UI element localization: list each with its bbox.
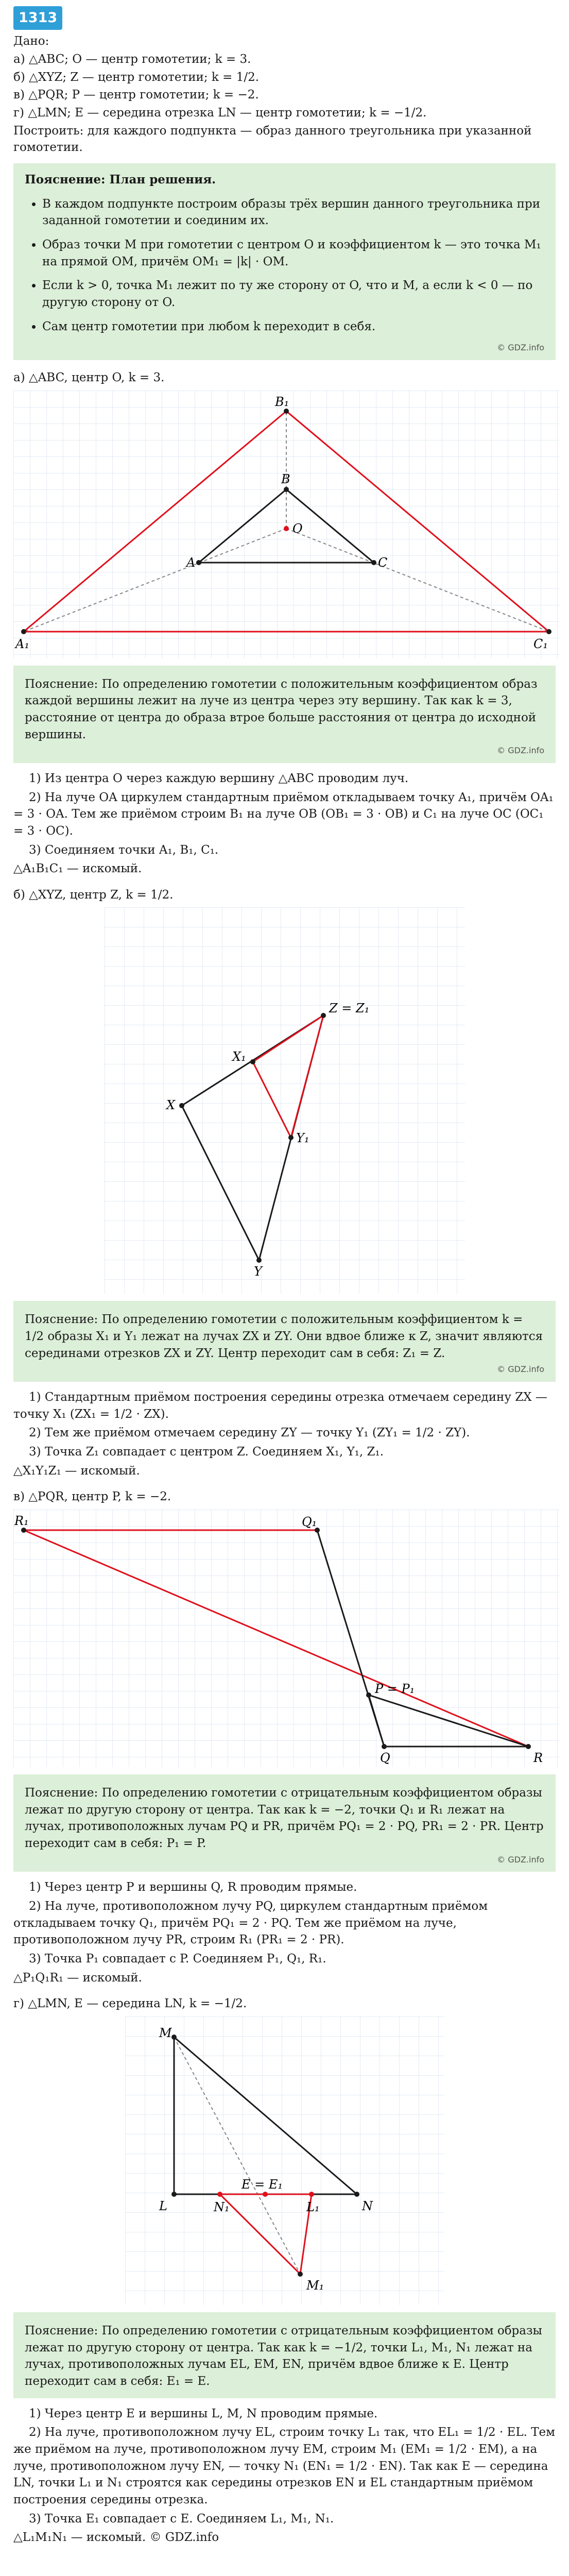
point-m <box>171 2035 177 2040</box>
plan-note <box>13 163 556 360</box>
gdz-watermark: © GDZ.info <box>497 1854 544 1865</box>
point-r1 <box>21 1528 26 1533</box>
point-b1 <box>284 409 289 414</box>
plan-bullet: • Образ точки M при гомотетии с центром O и коэффициентом k — это точка M₁ на прямой OM, причём OM₁ = |k| · OM. <box>42 236 544 270</box>
point-a <box>196 560 201 565</box>
problem-number-badge: 1313 <box>13 6 62 30</box>
part-b-step: 1) Стандартным приёмом построения середины отрезка отмечаем середину ZX — точку X₁ (ZX₁ = 1/2 · ZX). <box>13 1391 547 1421</box>
given-block <box>13 33 556 156</box>
plan-title: Пояснение: План решения. <box>25 172 216 187</box>
point-m1 <box>298 2272 303 2277</box>
part-a-note-text: Пояснение: По определению гомотетии с положительным коэффициентом образ каждой вершины лежит на луче из центра через эту вершину. Так как k = 3, расстояние от центра до образа втрое больше расстояния от центра до исходной вершины. <box>25 677 538 741</box>
label-b: B <box>281 471 290 486</box>
given-item-d: г) △LMN; E — середина отрезка LN — центр гомотетии; k = −1/2. <box>13 106 427 120</box>
point-y <box>256 1258 262 1263</box>
label-q: Q <box>380 1751 390 1766</box>
label-l1: L₁ <box>306 2200 320 2215</box>
part-b-heading: б) △XYZ, центр Z, k = 1/2. <box>13 888 174 902</box>
label-q1: Q₁ <box>302 1515 317 1530</box>
point-q <box>382 1744 387 1749</box>
part-a-step: 3) Соединяем точки A₁, B₁, C₁. <box>29 843 219 857</box>
part-b-step: 2) Тем же приёмом отмечаем середину ZY — точку Y₁ (ZY₁ = 1/2 · ZY). <box>29 1426 470 1440</box>
label-n1: N₁ <box>213 2200 230 2215</box>
point-p <box>366 1692 371 1698</box>
grid-background <box>105 907 465 1294</box>
part-b-note <box>13 1301 556 1382</box>
part-d-note <box>13 2312 556 2398</box>
part-c-step: 3) Точка P₁ совпадает с P. Соединяем P₁, Q₁, R₁. <box>29 1952 326 1966</box>
label-n: N <box>361 2199 373 2214</box>
label-x: X <box>166 1098 175 1113</box>
point-n1 <box>217 2192 222 2197</box>
part-b-note-text: Пояснение: По определению гомотетии с положительным коэффициентом k = 1/2 образы X₁ и Y₁ лежат на лучах ZX и ZY. Они вдвое ближе к Z, значит являются серединами отрезков ZX и ZY. Центр переходит сам в себя: Z₁ = Z. <box>25 1313 543 1360</box>
part-d-step: 3) Точка E₁ совпадает с E. Соединяем L₁, M₁, N₁. <box>29 2512 334 2526</box>
label-r: R <box>533 1751 543 1766</box>
point-y1 <box>288 1135 294 1140</box>
plan-bullet: • Сам центр гомотетии при любом k переходит в себя. <box>42 318 544 335</box>
given-item-c: в) △PQR; P — центр гомотетии; k = −2. <box>13 88 259 102</box>
label-o: O <box>292 521 303 536</box>
gdz-watermark: © GDZ.info <box>497 1364 544 1375</box>
plan-list <box>25 196 544 335</box>
point-c <box>371 560 376 565</box>
grid-background <box>13 1510 559 1767</box>
part-c-step: 2) На луче, противоположном лучу PQ, циркулем стандартным приёмом откладываем точку Q₁, причём PQ₁ = 2 · PQ. Тем же приёмом на луче, противоположном лучу PR, строим R₁ (PR₁ = 2 · PR). <box>13 1900 488 1947</box>
label-y1: Y₁ <box>296 1131 309 1146</box>
part-a-step: 2) На луче OA циркулем стандартным приёмом откладываем точку A₁, причём OA₁ = 3 · OA. Тем же приёмом строим B₁ на луче OB (OB₁ = 3 · OB) и C₁ на луче OC (OC₁ = 3 · OC). <box>13 790 554 838</box>
plan-bullet: • Если k > 0, точка M₁ лежит по ту же сторону от O, что и M, а если k < 0 — по другую сторону от O. <box>42 277 544 311</box>
part-d-result: △L₁M₁N₁ — искомый. © GDZ.info <box>13 2531 219 2545</box>
label-c1: C₁ <box>533 636 548 651</box>
grid-background <box>125 2016 444 2305</box>
part-d-figure <box>125 2016 444 2305</box>
given-item-a: а) △ABC; O — центр гомотетии; k = 3. <box>13 52 251 66</box>
label-a: A <box>186 555 196 570</box>
part-c-note-text: Пояснение: По определению гомотетии с отрицательным коэффициентом образы лежат по другую сторону от центра. Так как k = −2, точки Q₁ и R₁ лежат на лучах, противоположных лучам PQ и PR, причём PQ₁ = 2 · PQ, PR₁ = 2 · PR. Центр переходит сам в себя: P₁ = P. <box>25 1786 544 1851</box>
label-a1: A₁ <box>15 636 29 651</box>
part-c-note <box>13 1774 556 1872</box>
point-z <box>321 1013 326 1018</box>
part-b-figure <box>105 907 465 1294</box>
point-o <box>284 526 289 531</box>
label-r1: R₁ <box>14 1514 29 1529</box>
part-b-step: 3) Точка Z₁ совпадает с центром Z. Соединяем X₁, Y₁, Z₁. <box>29 1445 384 1459</box>
gdz-watermark: © GDZ.info <box>497 343 544 353</box>
point-c1 <box>546 629 551 634</box>
label-b1: B₁ <box>275 394 289 409</box>
label-z: Z = Z₁ <box>329 1001 369 1016</box>
part-c-figure <box>13 1510 559 1767</box>
given-item-b: б) △XYZ; Z — центр гомотетии; k = 1/2. <box>13 70 260 84</box>
point-l1 <box>309 2192 314 2197</box>
point-a1 <box>21 629 26 634</box>
label-y: Y <box>253 1264 262 1279</box>
given-label: Дано: <box>13 35 49 48</box>
point-n <box>354 2192 359 2197</box>
label-l: L <box>159 2199 167 2214</box>
task-text: Построить: для каждого подпункта — образ данного треугольника при указанной гомотетии. <box>13 124 532 155</box>
point-r <box>526 1744 531 1749</box>
point-l <box>171 2192 177 2197</box>
label-m1: M₁ <box>306 2278 324 2293</box>
part-d-step: 2) На луче, противоположном лучу EL, строим точку L₁ так, что EL₁ = 1/2 · EL. Тем же приёмом на луче, противоположном лучу EM, строим M₁ (EM₁ = 1/2 · EM), а на луче, противоположном лучу EN, — точку N₁ (EN₁ = 1/2 · EN). Так как E — середина LN, точки L₁ и N₁ строятся как середины отрезков EN и EL стандартным приёмом построения середины отрезка. <box>13 2426 556 2506</box>
part-d-note-text: Пояснение: По определению гомотетии с отрицательным коэффициентом образы лежат по другую сторону от центра. Так как k = −1/2, точки L₁, M₁, N₁ лежат на лучах, противоположных лучам EL, EM, EN, причём вдвое ближе к E. Центр переходит сам в себя: E₁ = E. <box>25 2324 542 2388</box>
part-a-heading: а) △ABC, центр O, k = 3. <box>13 370 165 384</box>
label-x1: X₁ <box>232 1049 246 1064</box>
part-c-step: 1) Через центр P и вершины Q, R проводим прямые. <box>29 1880 357 1894</box>
part-d-step: 1) Через центр E и вершины L, M, N проводим прямые. <box>29 2406 378 2420</box>
point-x1 <box>250 1059 255 1064</box>
label-c: C <box>378 555 388 570</box>
label-p: P = P₁ <box>375 1682 415 1697</box>
label-e: E = E₁ <box>241 2177 283 2192</box>
part-d-heading: г) △LMN, E — середина LN, k = −1/2. <box>13 1997 247 2011</box>
part-a-step: 1) Из центра O через каждую вершину △ABC проводим луч. <box>29 771 409 785</box>
point-e <box>263 2192 268 2197</box>
part-c-result: △P₁Q₁R₁ — искомый. <box>13 1971 142 1985</box>
part-a-figure <box>13 391 559 658</box>
part-a-result: △A₁B₁C₁ — искомый. <box>13 862 142 876</box>
point-b <box>284 487 289 492</box>
part-c-heading: в) △PQR, центр P, k = −2. <box>13 1490 171 1504</box>
point-x <box>179 1103 184 1108</box>
part-b-result: △X₁Y₁Z₁ — искомый. <box>13 1464 140 1478</box>
gdz-watermark: © GDZ.info <box>497 745 544 756</box>
label-m: M <box>159 2026 172 2041</box>
part-a-note <box>13 666 556 763</box>
plan-bullet: • В каждом подпункте построим образы трёх вершин данного треугольника при заданной гомотетии и соединим их. <box>42 196 544 229</box>
